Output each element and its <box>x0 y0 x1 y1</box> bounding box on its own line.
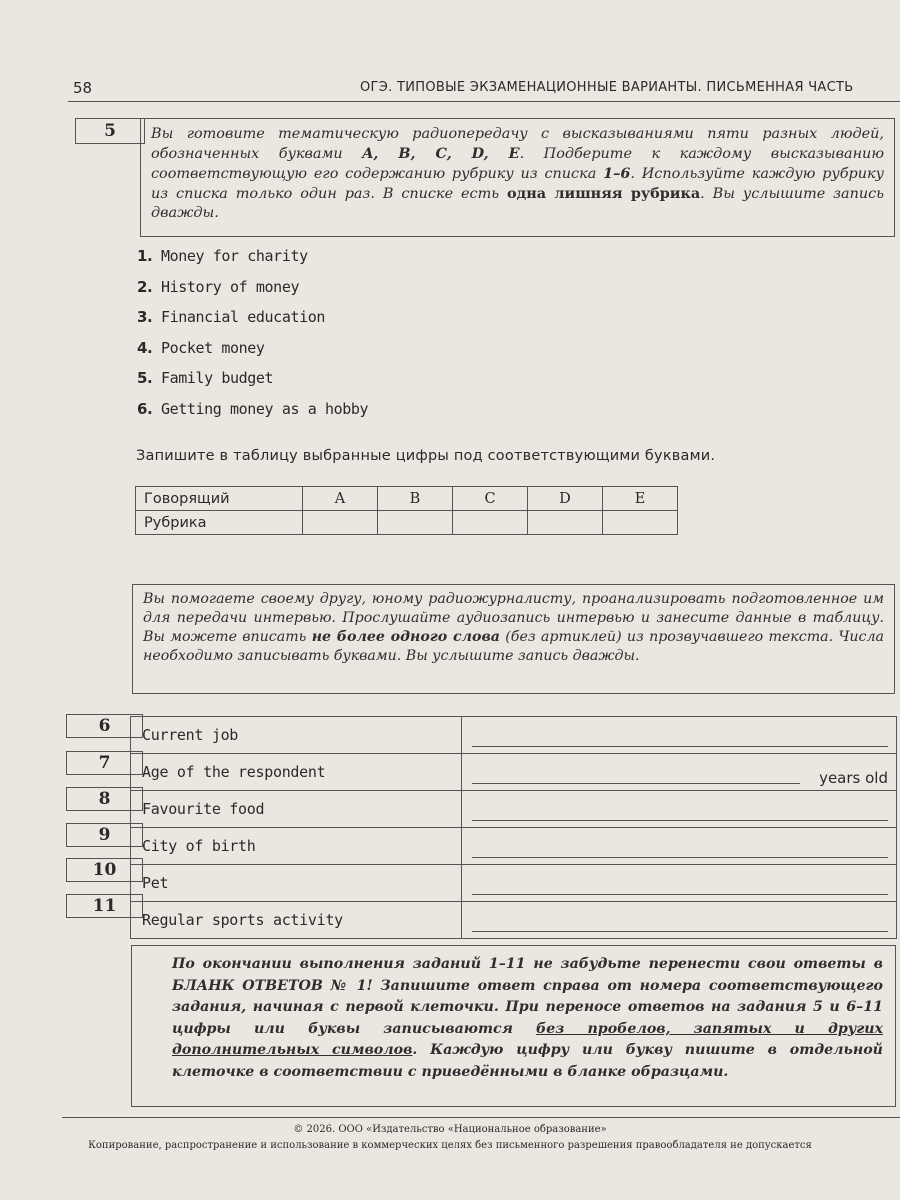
footer-copyright: © 2026. ООО «Издательство «Национальное образование» <box>293 1124 607 1135</box>
answer-cell[interactable] <box>528 511 603 535</box>
speaker-label: Говорящий <box>136 487 303 511</box>
field-suffix: years old <box>819 769 888 787</box>
question-number-box: 6 <box>66 714 143 738</box>
question-number-box: 9 <box>66 823 143 847</box>
answer-field[interactable] <box>462 754 897 791</box>
list-item: 2. History of money <box>137 277 300 296</box>
answer-field[interactable] <box>462 717 897 754</box>
letter-cell: D <box>528 487 603 511</box>
field-label: Regular sports activity <box>131 902 462 939</box>
page-number: 58 <box>73 79 93 97</box>
answer-field[interactable] <box>462 902 897 939</box>
field-label: Pet <box>131 865 462 902</box>
table-row <box>131 717 897 754</box>
answer-field[interactable] <box>462 865 897 902</box>
list-item: 3. Financial education <box>137 308 325 326</box>
letter-cell: E <box>603 487 678 511</box>
field-label: Age of the respondent <box>131 754 462 791</box>
answer-cell[interactable] <box>378 511 453 535</box>
letter-cell: A <box>303 487 378 511</box>
footer-rule <box>62 1117 900 1118</box>
final-note: По окончании выполнения заданий 1–11 не забудьте перенести свои ответы в БЛАНК ОТВЕТОВ № 1! Запишите ответ справа от номера соответствующего задания, начиная с первой клеточки. При переносе ответов на задания 5 и 6–11 цифры или буквы записываются без пробелов, запятых и других дополнительных символов. Каждую цифру или букву пишите в отдельной клеточке в соответствии с приведёнными в бланке образцами. <box>131 945 896 1107</box>
task5-instruction: Вы готовите тематическую радиопередачу с высказываниями пяти разных людей, обозначенных буквами A, B, C, D, E. Подберите к каждому высказыванию соответствующую его содержанию рубрику из списка 1–6. Используйте каждую рубрику из списка только один раз. В списке есть одна лишняя рубрика. Вы услышите запись дважды. <box>140 118 895 237</box>
answer-field[interactable] <box>462 828 897 865</box>
answer-line <box>472 857 888 858</box>
header-rule <box>68 101 900 102</box>
list-item: 1. Money for charity <box>137 247 308 265</box>
letter-cell: C <box>453 487 528 511</box>
answer-line <box>472 820 888 821</box>
letter-cell: B <box>378 487 453 511</box>
table-row <box>131 865 897 902</box>
question-number-box: 10 <box>66 858 143 882</box>
table-row <box>131 791 897 828</box>
footer-notice: Копирование, распространение и использование в коммерческих целях без письменного разрешения правообладателя не допускается <box>88 1140 812 1151</box>
answer-line <box>472 931 888 932</box>
answer-field[interactable] <box>462 791 897 828</box>
table-instruction: Запишите в таблицу выбранные цифры под соответствующими буквами. <box>136 448 716 464</box>
answer-table <box>135 486 678 535</box>
table-row <box>131 828 897 865</box>
question-number-box: 7 <box>66 751 143 775</box>
answer-line <box>472 783 800 784</box>
rubric-list <box>137 247 368 430</box>
list-item: 6. Getting money as a hobby <box>137 399 369 418</box>
question-number-box: 8 <box>66 787 143 811</box>
field-label: Favourite food <box>131 791 462 828</box>
task-number-box: 5 <box>75 118 145 144</box>
question-number-box: 11 <box>66 894 143 918</box>
table-row <box>131 754 897 791</box>
interview-table <box>130 716 897 939</box>
answer-cell[interactable] <box>453 511 528 535</box>
table-row <box>131 902 897 939</box>
list-item: 5. Family budget <box>137 369 274 387</box>
answer-cell[interactable] <box>603 511 678 535</box>
header-title: ОГЭ. ТИПОВЫЕ ЭКЗАМЕНАЦИОННЫЕ ВАРИАНТЫ. ПИСЬМЕННАЯ ЧАСТЬ <box>360 80 854 95</box>
field-label: City of birth <box>131 828 462 865</box>
list-item: 4. Pocket money <box>137 338 265 357</box>
answer-line <box>472 894 888 895</box>
interview-instruction: Вы помогаете своему другу, юному радиожурналисту, проанализировать подготовленное им для передачи интервью. Прослушайте аудиозапись интервью и занесите данные в таблицу. Вы можете вписать не более одного слова (без артиклей) из прозвучавшего текста. Числа необходимо записывать буквами. Вы услышите запись дважды. <box>132 584 895 694</box>
answer-cell[interactable] <box>303 511 378 535</box>
answer-line <box>472 746 888 747</box>
field-label: Current job <box>131 717 462 754</box>
rubric-label: Рубрика <box>136 511 303 535</box>
